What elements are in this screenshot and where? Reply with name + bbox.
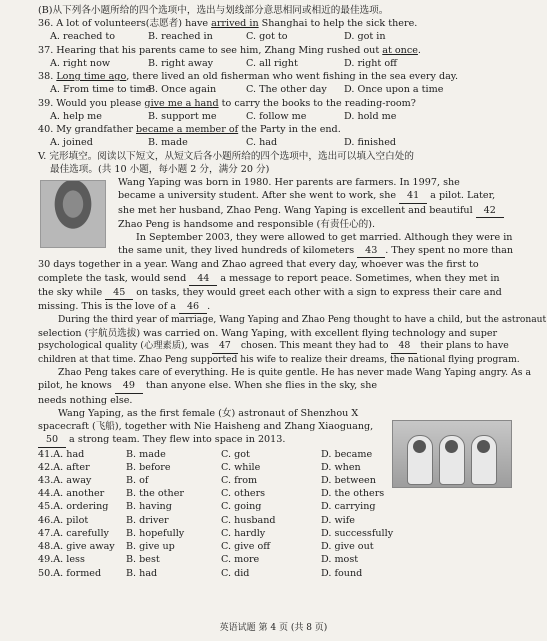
option-b: B. best xyxy=(126,554,160,566)
question-text: , there lived an old fisherman who went fishing in the sea every day. xyxy=(126,71,459,83)
option-a: 46.A. pilot xyxy=(38,514,89,526)
passage-line: Zhao Peng is handsome and responsible (有责任心的). xyxy=(118,218,376,230)
passage-line: During the third year of marriage, Wang Yaping and Zhao Peng thought to have a child, but the astronaut xyxy=(58,315,547,326)
section-b-title: (B)从下列各小题所给的四个选项中，选出与划线部分意思相同或相近的最佳选项。 xyxy=(38,5,389,16)
blank-50: 50 xyxy=(38,433,66,447)
question-text: 36. A lot of volunteers(志愿者) have xyxy=(38,18,212,30)
option-c: C. more xyxy=(221,554,260,566)
option-a: 48.A. give away xyxy=(38,541,115,553)
question-text: Shanghai to help the sick there. xyxy=(258,18,418,30)
passage-line: In September 2003, they were allowed to get married. Although they were in xyxy=(136,231,513,243)
passage-line: pilot, he knows xyxy=(38,380,115,392)
passage-line: Zhao Peng takes care of everything. He is quite gentle. He has never made Wang Yaping angry. As a xyxy=(58,366,532,378)
option-c: C. husband xyxy=(221,514,276,526)
option-d: D. became xyxy=(321,448,373,460)
option-d: D. the others xyxy=(321,488,385,500)
option-c: C. give off xyxy=(221,541,271,553)
question-36 xyxy=(38,17,524,43)
option-b: B. right away xyxy=(148,57,214,69)
option-d: D. found xyxy=(321,567,363,579)
option-d: D. right off xyxy=(344,57,397,69)
option-d: D. between xyxy=(321,475,376,487)
question-text: 37. Hearing that his parents came to see him, Zhang Ming rushed out xyxy=(38,44,383,56)
blank-43: 43 xyxy=(357,244,385,258)
underlined-phrase: Long time ago xyxy=(56,71,127,83)
question-39 xyxy=(38,97,524,123)
passage-line: . xyxy=(207,301,211,313)
question-38 xyxy=(38,70,524,96)
blank-46: 46 xyxy=(179,300,207,314)
exam-page xyxy=(38,4,547,580)
passage-line: their plans to have xyxy=(417,340,509,352)
option-c: C. The other day xyxy=(246,84,327,96)
option-c: C. hardly xyxy=(221,527,266,539)
astronaut-photo xyxy=(40,180,106,248)
question-40 xyxy=(38,123,524,149)
passage-line: . They spent no more than xyxy=(385,245,514,257)
section-v-title: V. 完形填空。阅读以下短文，从短文后各小题所给的四个选项中，选出可以填入空白处的 xyxy=(38,150,414,162)
option-b: B. Once again xyxy=(148,84,217,96)
option-a: 42.A. after xyxy=(38,461,90,473)
option-c: C. while xyxy=(221,461,261,473)
option-c: C. from xyxy=(221,475,258,487)
blank-41: 41 xyxy=(399,189,427,203)
option-a: 49.A. less xyxy=(38,554,85,566)
astronaut-figure xyxy=(471,435,497,485)
option-b: B. of xyxy=(126,475,149,487)
question-text: 38. xyxy=(38,71,57,83)
blank-48: 48 xyxy=(391,340,417,354)
option-a: A. joined xyxy=(50,137,93,149)
option-b: B. the other xyxy=(126,488,184,500)
astronaut-figure xyxy=(439,435,465,485)
option-a: 45.A. ordering xyxy=(38,501,109,513)
option-c: C. got xyxy=(221,448,250,460)
option-d: D. carrying xyxy=(321,501,376,513)
option-c: C. all right xyxy=(246,57,298,69)
option-d: D. Once upon a time xyxy=(344,84,444,96)
passage-line: she met her husband, Zhao Peng. Wang Yaping is excellent and beautiful xyxy=(118,204,476,216)
option-a: 44.A. another xyxy=(38,488,105,500)
passage-line: needs nothing else. xyxy=(38,394,133,406)
option-d: D. hold me xyxy=(344,110,397,122)
blank-44: 44 xyxy=(189,272,217,286)
option-b: B. hopefully xyxy=(126,527,185,539)
passage-line: Wang Yaping, as the first female (女) astronaut of Shenzhou X xyxy=(58,407,359,419)
blank-47: 47 xyxy=(212,340,238,354)
option-c: C. others xyxy=(221,488,266,500)
option-b: B. made xyxy=(148,137,188,149)
passage-line: complete the task, would send xyxy=(38,272,190,284)
underlined-phrase: arrived in xyxy=(211,18,259,30)
option-d: D. got in xyxy=(344,31,386,43)
underlined-phrase: give me a hand xyxy=(144,97,219,109)
option-d: D. give out xyxy=(321,541,374,553)
blank-45: 45 xyxy=(105,286,133,300)
option-c: C. had xyxy=(246,137,278,149)
passage-line: the sky while xyxy=(38,286,106,298)
question-text: 40. My grandfather xyxy=(38,124,136,136)
underlined-phrase: became a member of xyxy=(136,124,239,136)
section-v-subtitle: 最佳选项。(共 10 小题，每小题 2 分，满分 20 分) xyxy=(50,163,270,175)
option-d: D. most xyxy=(321,554,359,566)
passage-line: a pilot. Later, xyxy=(427,190,496,202)
option-c: C. follow me xyxy=(246,110,307,122)
passage-line: Wang Yaping was born in 1980. Her parents are farmers. In 1997, she xyxy=(118,177,460,189)
passage-line: chosen. This meant they had to xyxy=(237,340,392,352)
passage-line: a strong team. They flew into space in 2013. xyxy=(66,434,286,446)
astronaut-team-photo xyxy=(392,420,512,488)
passage-line: the same unit, they lived hundreds of kilometers xyxy=(118,245,358,257)
passage-line: on tasks, they would greet each other with a sign to express their care and xyxy=(133,286,502,298)
passage-line: than anyone else. When she flies in the sky, she xyxy=(142,380,378,392)
blank-49: 49 xyxy=(115,379,143,393)
blank-42: 42 xyxy=(476,204,504,218)
option-c: C. did xyxy=(221,567,250,579)
underlined-phrase: at once xyxy=(382,44,418,56)
option-d: D. when xyxy=(321,461,361,473)
page-footer: 英语试题 第 4 页 (共 8 页) xyxy=(219,623,328,633)
passage-line: children at that time. Zhao Peng supported his wife to realize their dreams, the national flying program. xyxy=(38,355,520,365)
option-a: A. help me xyxy=(50,110,102,122)
option-a: 43.A. away xyxy=(38,475,92,487)
option-b: B. reached in xyxy=(148,31,213,43)
passage-line: a message to report peace. Sometimes, when they met in xyxy=(217,272,500,284)
option-b: B. driver xyxy=(126,514,169,526)
passage-line: selection (宇航员选拔) was carried on. Wang Yaping, with excellent flying technology and super xyxy=(38,327,498,339)
passage-line: spacecraft (飞船), together with Nie Haisheng and Zhang Xiaoguang, xyxy=(38,421,374,433)
passage-line: 30 days together in a year. Wang and Zhao agreed that every day, whoever was the first to xyxy=(38,259,479,271)
option-a: A. From time to time xyxy=(50,84,152,96)
option-a: 41.A. had xyxy=(38,448,85,460)
option-d: D. finished xyxy=(344,137,397,149)
passage-line: psychological quality (心理素质), was xyxy=(38,340,212,352)
option-a: A. reached to xyxy=(50,31,116,43)
option-a: 47.A. carefully xyxy=(38,527,109,539)
option-a: A. right now xyxy=(50,57,111,69)
option-d: D. wife xyxy=(321,514,355,526)
question-text: the Party in the end. xyxy=(238,124,341,136)
option-c: C. got to xyxy=(246,31,288,43)
passage-line: missing. This is the love of a xyxy=(38,301,180,313)
option-b: B. support me xyxy=(148,110,217,122)
astronaut-figure xyxy=(407,435,433,485)
option-b: B. before xyxy=(126,461,171,473)
option-d: D. successfully xyxy=(321,527,394,539)
option-c: C. going xyxy=(221,501,262,513)
question-text: to carry the books to the reading-room? xyxy=(218,97,416,109)
option-b: B. having xyxy=(126,501,172,513)
question-text: 39. Would you please xyxy=(38,97,145,109)
question-37 xyxy=(38,44,524,70)
question-text: . xyxy=(417,44,421,56)
option-b: B. made xyxy=(126,448,166,460)
passage-line: became a university student. After she went to work, she xyxy=(118,190,400,202)
option-a: 50.A. formed xyxy=(38,567,102,579)
option-b: B. give up xyxy=(126,541,175,553)
option-b: B. had xyxy=(126,567,158,579)
cloze-passage xyxy=(38,176,547,448)
